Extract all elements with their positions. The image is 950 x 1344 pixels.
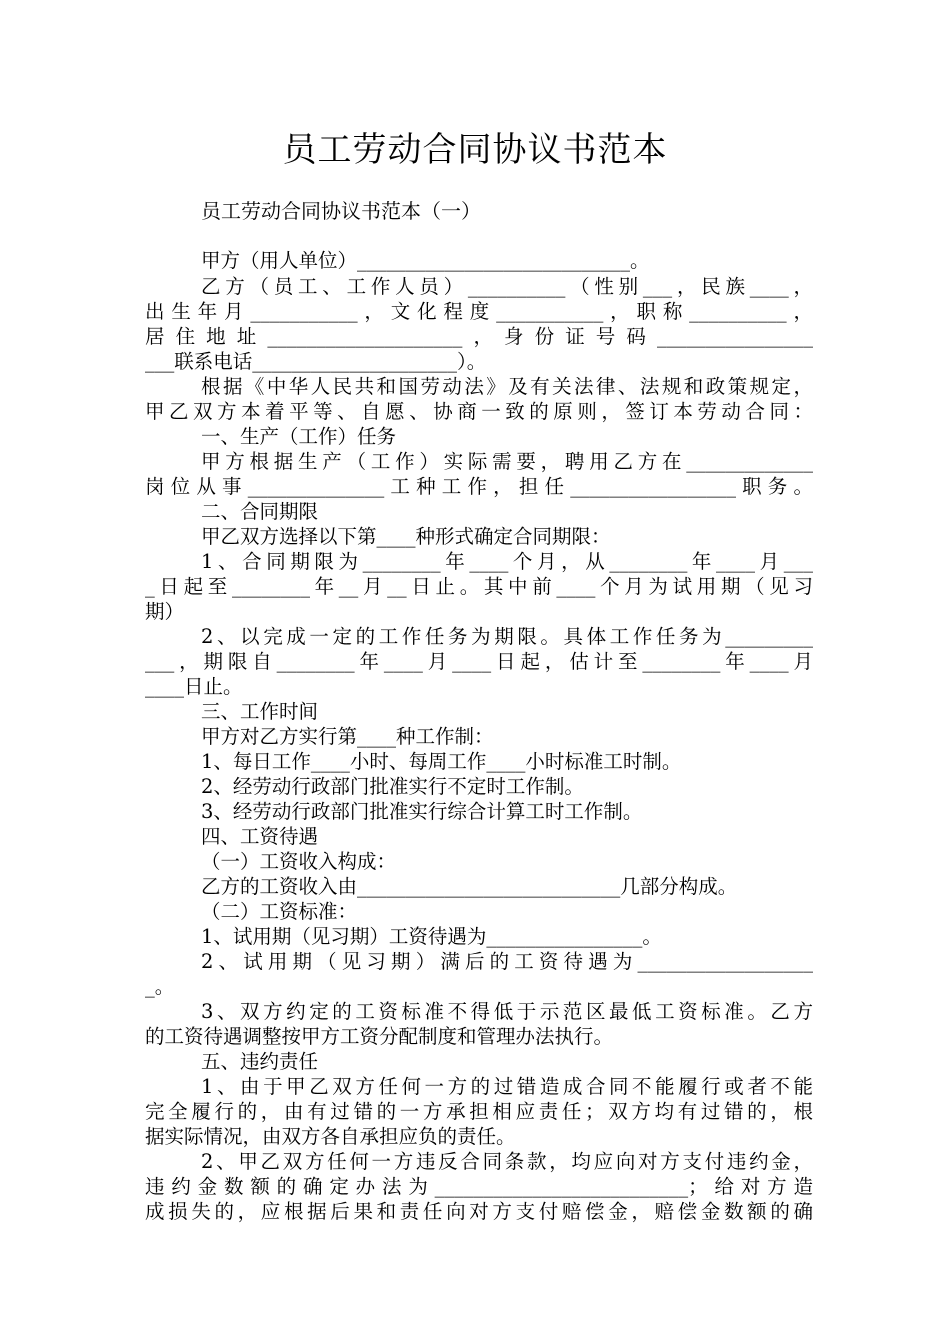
section-heading: 五、违约责任 [201,1050,319,1073]
paragraph-line: 期） [145,600,185,623]
paragraph-line: 2、以完成一定的工作任务为期限。具体工作任务为_________ [201,625,813,648]
party-b-line: 乙方（员工、工作人员）__________（性别___，民族____， [201,275,813,298]
paragraph-line: _。 [145,975,175,998]
paragraph-line: 2、经劳动行政部门批准实行不定时工作制。 [201,775,584,798]
paragraph-line: 甲乙双方选择以下第____种形式确定合同期限： [201,525,611,548]
section-heading: 二、合同期限 [201,500,319,523]
paragraph-line: （二）工资标准： [201,900,358,923]
paragraph-line: 2、甲乙双方任何一方违反合同条款，均应向对方支付违约金， [201,1150,813,1173]
paragraph-line: 据实际情况，由双方各自承担应负的责任。 [145,1125,516,1148]
paragraph-line: ____日止。 [145,675,243,698]
paragraph-line: 1、合同期限为________年____个月，从________年____月___ [201,550,813,573]
paragraph-line: 完全履行的，由有过错的一方承担相应责任；双方均有过错的，根 [145,1100,813,1123]
party-b-address-line: 居住地址____________________，身份证号码________________ [145,325,813,348]
document-subtitle: 员工劳动合同协议书范本（一） [201,199,481,223]
paragraph-line: 1、每日工作____小时、每周工作____小时标准工时制。 [201,750,682,773]
party-b-phone-line: ___联系电话_____________________）。 [145,350,487,373]
paragraph-line: 3、经劳动行政部门批准实行综合计算工时工作制。 [201,800,643,823]
section-heading: 四、工资待遇 [201,825,319,848]
paragraph-line: 甲方对乙方实行第____种工作制： [201,725,494,748]
paragraph-line: 甲方根据生产（工作）实际需要，聘用乙方在_____________ [201,450,813,473]
paragraph-line: 2、试用期（见习期）满后的工资待遇为__________________ [201,950,813,973]
document-title: 员工劳动合同协议书范本 [282,130,668,170]
paragraph-line: （一）工资收入构成： [201,850,397,873]
paragraph-line: ___，期限自________年____月____日起，估计至________年____月 [145,650,813,673]
paragraph-line: 乙方的工资收入由___________________________几部分构成。 [201,875,738,898]
paragraph-line: 根据《中华人民共和国劳动法》及有关法律、法规和政策规定， [201,375,813,398]
section-heading: 一、生产（工作）任务 [201,425,397,448]
paragraph-line: 1、试用期（见习期）工资待遇为________________。 [201,925,662,948]
paragraph-line: 甲乙双方本着平等、自愿、协商一致的原则，签订本劳动合同： [145,400,813,423]
paragraph-line: 成损失的，应根据后果和责任向对方支付赔偿金，赔偿金数额的确 [145,1200,813,1223]
party-b-birth-line: 出生年月___________，文化程度___________，职称__________， [145,300,813,323]
party-a-line: 甲方（用人单位）____________________________。 [201,249,650,272]
paragraph-line: 违约金数额的确定办法为__________________________；给对方造 [145,1175,813,1198]
section-heading: 三、工作时间 [201,700,319,723]
paragraph-line: 3、双方约定的工资标准不得低于示范区最低工资标准。乙方 [201,1000,813,1023]
paragraph-line: 1、由于甲乙双方任何一方的过错造成合同不能履行或者不能 [201,1075,813,1098]
paragraph-line: 岗位从事______________工种工作，担任_________________职务。 [145,475,813,498]
paragraph-line: 的工资待遇调整按甲方工资分配制度和管理办法执行。 [145,1025,614,1048]
paragraph-line: _日起至________年__月__日止。其中前____个月为试用期（见习 [145,575,813,598]
